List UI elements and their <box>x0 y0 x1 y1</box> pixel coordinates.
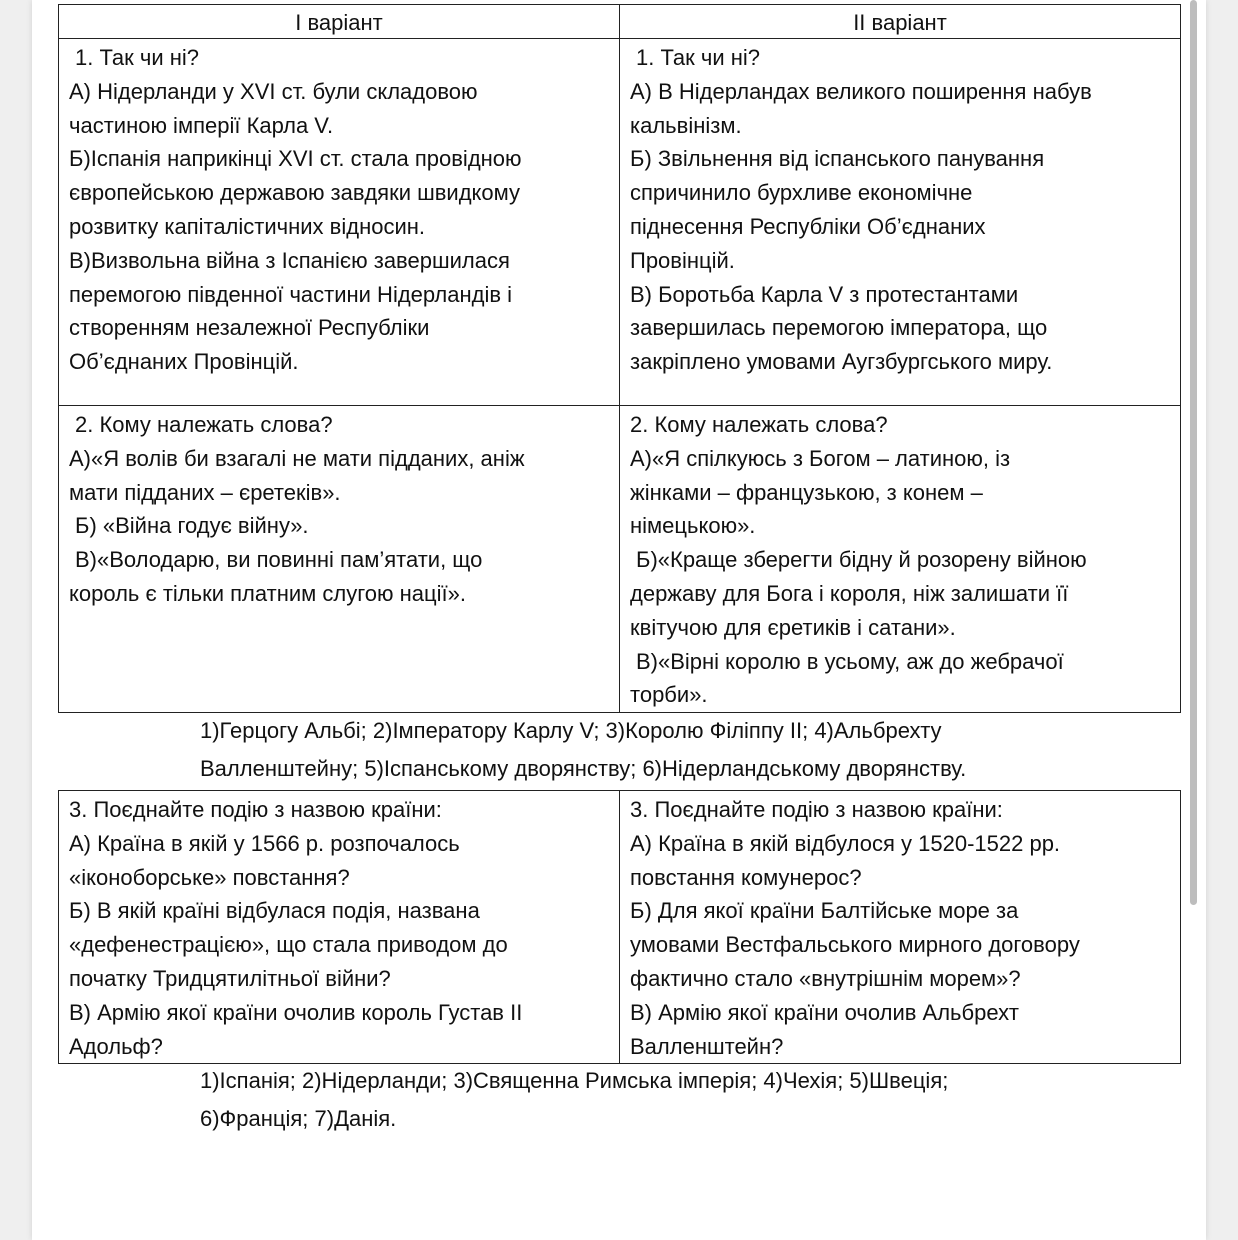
task3-v1-line: А) Країна в якій у 1566 р. розпочалось <box>69 830 460 856</box>
task3-v2-line: повстання комунерос? <box>630 864 862 890</box>
task1-v1-line: перемогою південної частини Нідерландів і <box>69 281 513 307</box>
task2-v1-line: А)«Я волів би взагалі не мати підданих, аніж <box>69 445 525 471</box>
task3-v2-line: фактично стало «внутрішнім морем»? <box>630 965 1021 991</box>
task3-v2-line: В) Армію якої країни очолив Альбрехт <box>630 999 1019 1025</box>
task3-row <box>59 791 1181 1064</box>
task2-v1-line: король є тільки платним слугою нації». <box>69 580 466 606</box>
task1-v2-line: спричинило бурхливе економічне <box>630 180 973 206</box>
options1-line: Валленштейну; 5)Іспанському дворянству; 6)Нідерландському дворянству. <box>200 756 967 781</box>
task1-v2-line: кальвінізм. <box>630 112 742 138</box>
task2-v1-line: Б) «Війна годує війну». <box>75 513 309 539</box>
options2-line: 1)Іспанія; 2)Нідерланди; 3)Священна Римська імперія; 4)Чехія; 5)Швеція; <box>200 1068 949 1093</box>
variant1-header: I варіант <box>59 5 620 39</box>
task1-row <box>59 39 1181 406</box>
task1-v2-title: 1. Так чи ні? <box>636 45 761 70</box>
task3-v2-line: умовами Вестфальського мирного договору <box>630 932 1080 958</box>
task2-v1-line: мати підданих – єретеків». <box>69 479 341 505</box>
task2-v1-title: 2. Кому належать слова? <box>75 412 333 437</box>
task3-v1-line: Б) В якій країні відбулася подія, названа <box>69 898 480 924</box>
task3-v1-line: В) Армію якої країни очолив король Густав II <box>69 999 523 1025</box>
task3-v1-line: «іконоборське» повстання? <box>69 864 350 890</box>
task2-v2-line: Б)«Краще зберегти бідну й розорену війною <box>636 547 1087 573</box>
task3-v1-line: «дефенестрацією», що стала приводом до <box>69 932 508 958</box>
options1-line: 1)Герцогу Альбі; 2)Імператору Карлу V; 3)Королю Філіппу II; 4)Альбрехту <box>200 718 942 743</box>
task2-v1-line: В)«Володарю, ви повинні пам’ятати, що <box>75 547 483 573</box>
header-row <box>59 5 1181 39</box>
variants-table <box>58 4 1181 713</box>
task3-v1-line: початку Тридцятилітньої війни? <box>69 965 391 991</box>
task2-v2-line: торби». <box>630 682 708 708</box>
task1-v1-line: Об’єднаних Провінцій. <box>69 349 299 375</box>
task3-variant2-cell <box>620 791 1181 1064</box>
task1-v2-line: Б) Звільнення від іспанського панування <box>630 146 1045 172</box>
options2-line: 6)Франція; 7)Данія. <box>200 1106 397 1131</box>
task1-v1-line: частиною імперії Карла V. <box>69 112 334 138</box>
task1-variant2-cell <box>620 39 1181 406</box>
task1-v2-line: закріплено умовами Аугзбургського миру. <box>630 349 1053 375</box>
task1-v1-line: європейською державою завдяки швидкому <box>69 180 521 206</box>
task2-v2-line: А)«Я спілкуюсь з Богом – латиною, із <box>630 445 1011 471</box>
task2-v2-line: квітучою для єретиків і сатани». <box>630 614 956 640</box>
task3-variant1-cell <box>59 791 620 1064</box>
task3-v1-line: Адольф? <box>69 1033 163 1059</box>
task3-v2-title: 3. Поєднайте подію з назвою країни: <box>630 797 1003 822</box>
task3-v2-line: Б) Для якої країни Балтійське море за <box>630 898 1019 924</box>
task2-variant1-cell <box>59 406 620 713</box>
task2-v2-line: державу для Бога і короля, ніж залишати її <box>630 580 1069 606</box>
task1-variant1-cell <box>59 39 620 406</box>
variant2-header: II варіант <box>620 5 1181 39</box>
task1-v2-line: Провінцій. <box>630 247 735 273</box>
task2-v2-line: жінками – французькою, з конем – <box>630 479 983 505</box>
task1-v1-line: розвитку капіталістичних відносин. <box>69 213 426 239</box>
task3-v2-line: Валленштейн? <box>630 1033 784 1059</box>
task1-v1-line: створенням незалежної Республіки <box>69 315 430 341</box>
task2-v2-line: В)«Вірні королю в усьому, аж до жебрачої <box>636 648 1064 674</box>
task3-table <box>58 790 1181 1064</box>
task1-v2-line: А) В Нідерландах великого поширення набув <box>630 78 1092 104</box>
task1-v2-line: В) Боротьба Карла V з протестантами <box>630 281 1019 307</box>
task3-v2-line: А) Країна в якій відбулося у 1520-1522 рр. <box>630 830 1061 856</box>
task2-v2-title: 2. Кому належать слова? <box>630 412 888 437</box>
task1-v1-line: А) Нідерланди у XVI ст. були складовою <box>69 78 478 104</box>
answer-options-1 <box>200 712 1200 788</box>
task1-v1-title: 1. Так чи ні? <box>75 45 200 70</box>
task2-v2-line: німецькою». <box>630 513 756 539</box>
answer-options-2 <box>200 1062 1200 1138</box>
task2-row <box>59 406 1181 713</box>
task3-v1-title: 3. Поєднайте подію з назвою країни: <box>69 797 442 822</box>
task2-variant2-cell <box>620 406 1181 713</box>
task1-v1-line: В)Визвольна війна з Іспанією завершилася <box>69 247 510 273</box>
task1-v2-line: завершилась перемогою імператора, що <box>630 315 1048 341</box>
task1-v2-line: піднесення Республіки Об’єднаних <box>630 213 986 239</box>
task1-v1-line: Б)Іспанія наприкінці XVI ст. стала провідною <box>69 146 522 172</box>
